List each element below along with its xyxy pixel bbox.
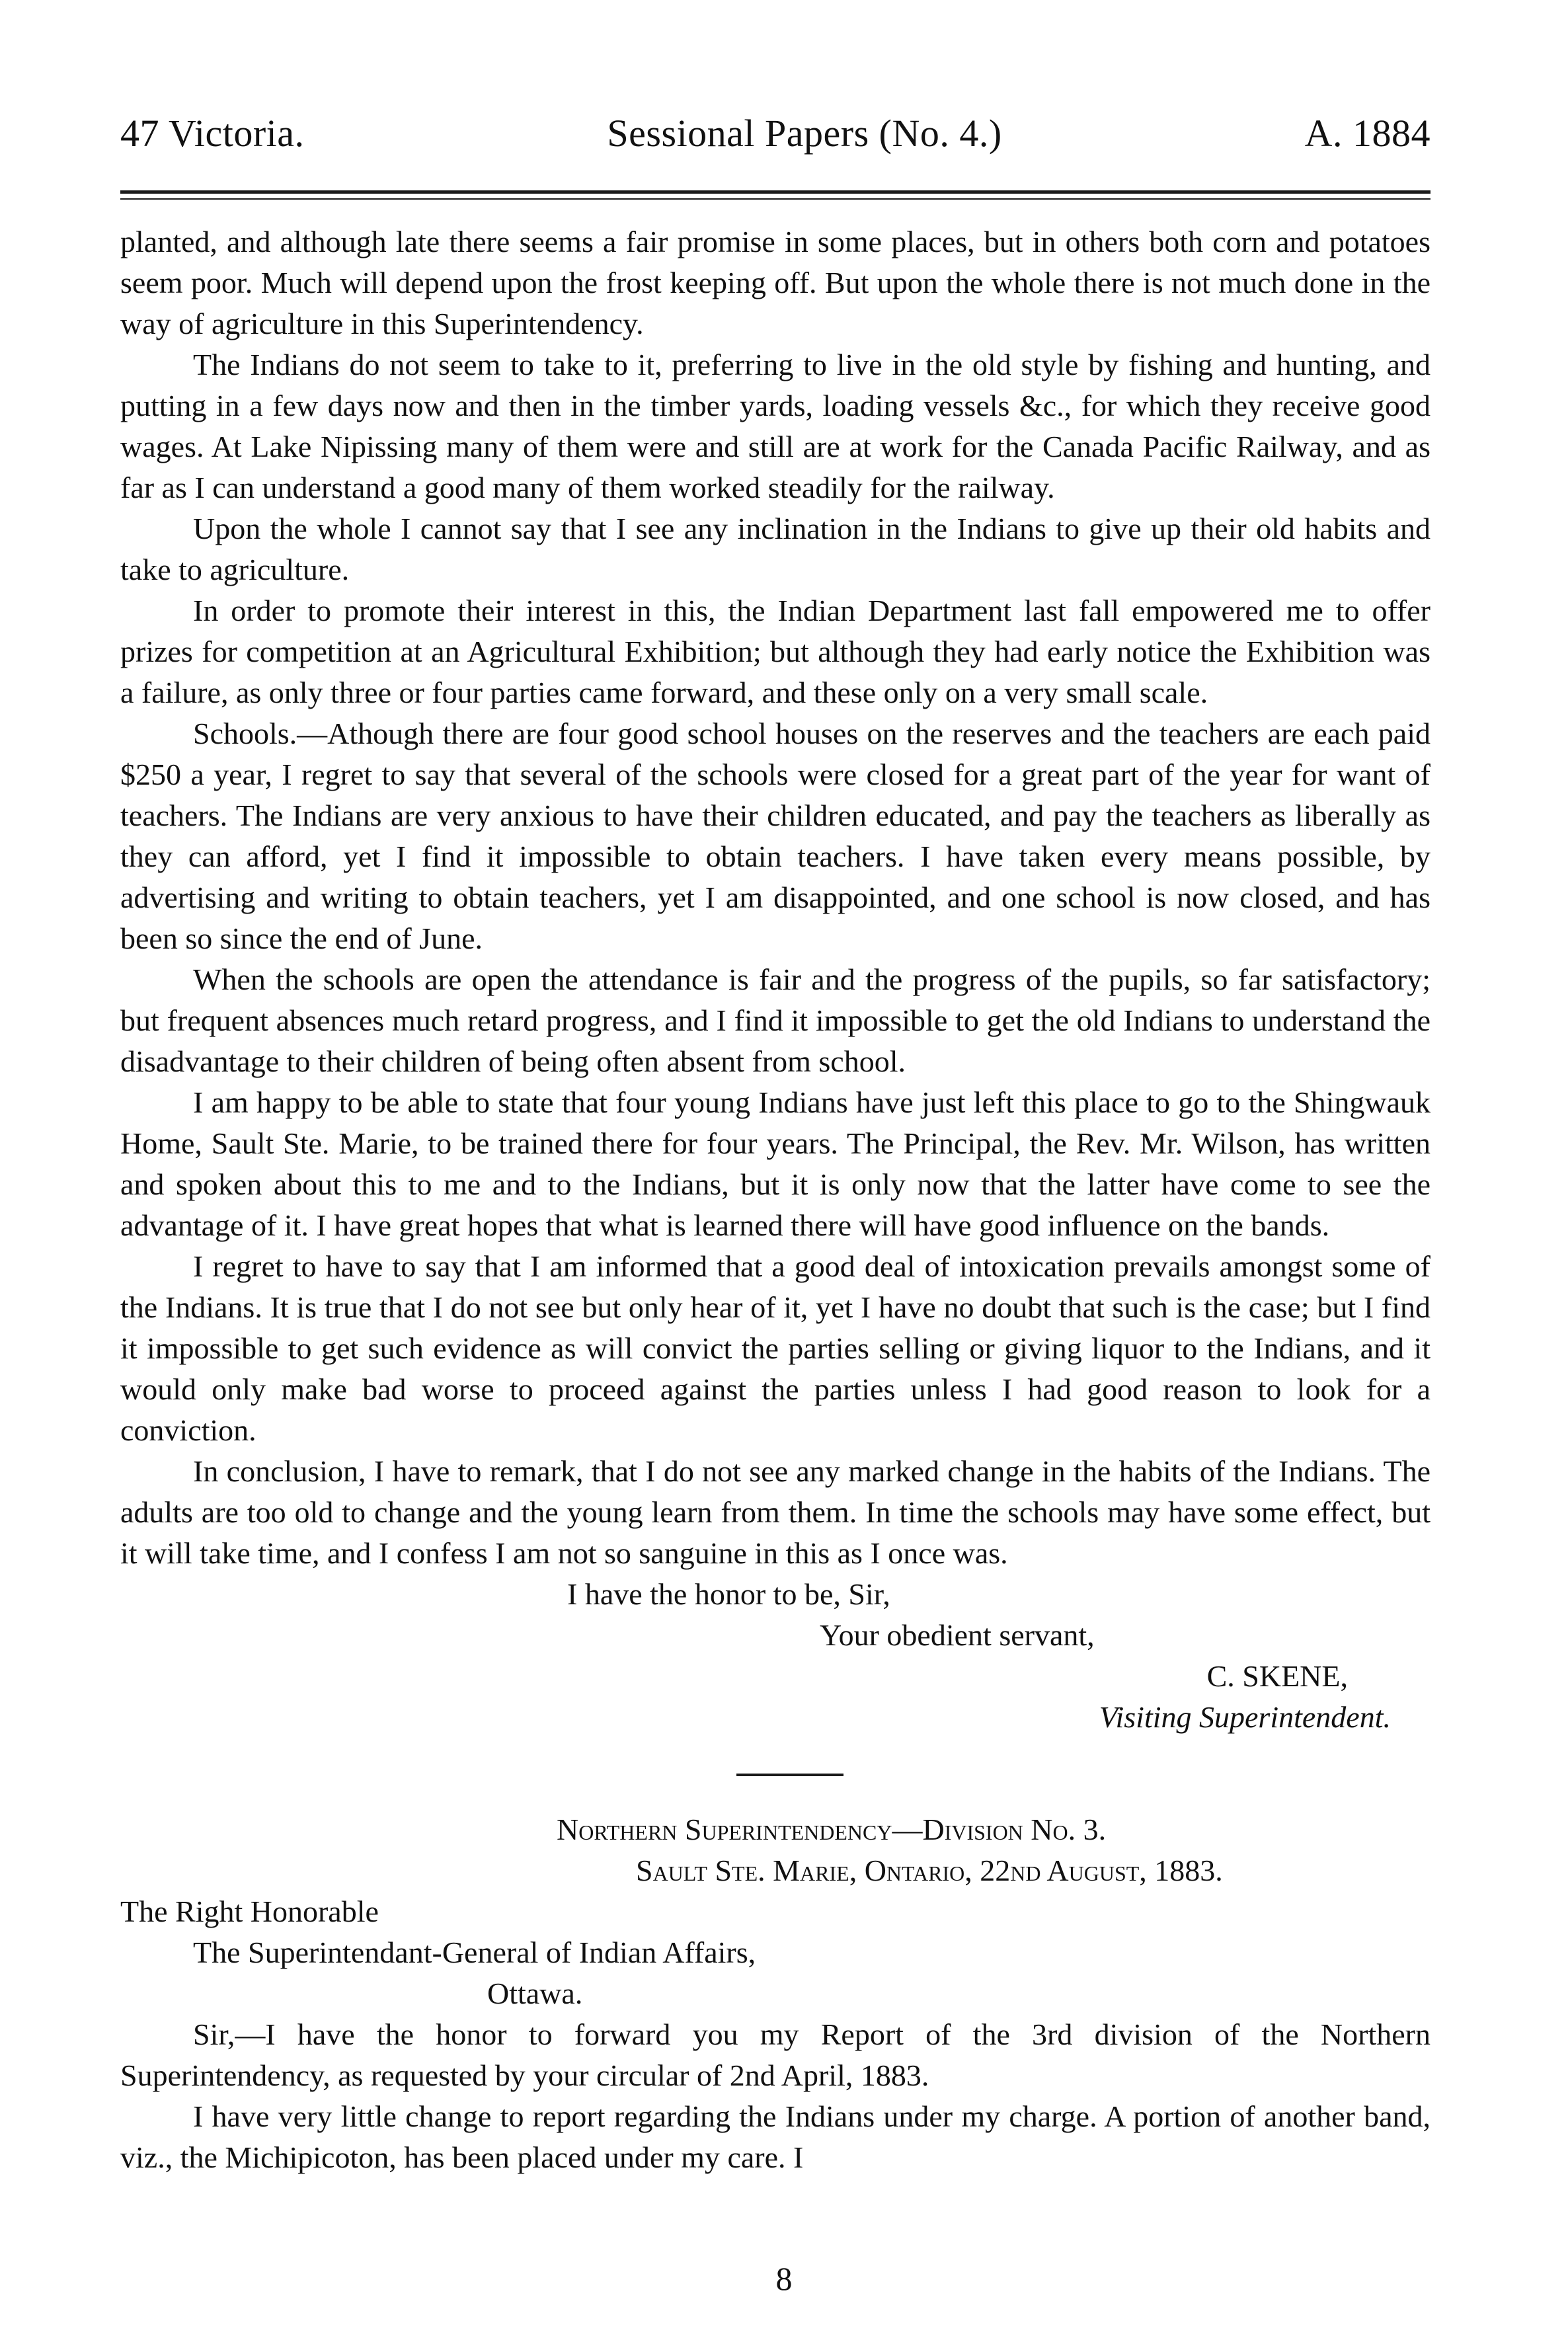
header-year: A. 1884 — [1304, 112, 1431, 155]
document-body — [120, 221, 1431, 2178]
addressee-line: Ottawa. — [487, 1976, 583, 2010]
paragraph: In conclusion, I have to remark, that I do not see any marked change in the habits of the Indians. The adults are too old to change and the young learn from them. In time the schools may have some effect, but it will take time, and I confess I am not so sanguine in this as I once was. — [120, 1454, 1431, 1570]
paragraph-schools: Schools.—Athough there are four good school houses on the reserves and the teachers are each paid $250 a year, I regret to say that several of the schools were closed for a great part of the year for want of teachers. The Indians are very anxious to have their children educated, and pay the teachers as liberally as they can afford, yet I find it impossible to obtain teachers. I have taken every means possible, by advertising and writing to obtain teachers, yet I am disappointed, and one school is now closed, and has been so since the end of June. — [120, 717, 1431, 955]
closing-line: Your obedient servant, — [820, 1618, 1095, 1652]
paragraph: When the schools are open the attendance is fair and the progress of the pupils, so far satisfactory; but frequent absences much retard progress, and I find it impossible to get the old Indians to understand the disadvantage to their children of being often absent from school. — [120, 962, 1431, 1078]
paragraph: I regret to have to say that I am informed that a good deal of intoxication prevails amongst some of the Indians. It is true that I do not see but only hear of it, yet I have no doubt that such is the case; but I find it impossible to get such evidence as will convict the parties selling or giving liquor to the Indians, and it would only make bad worse to proceed against the parties unless I had good reason to look for a conviction. — [120, 1249, 1431, 1447]
paragraph: The Indians do not seem to take to it, preferring to live in the old style by fishing and hunting, and putting in a few days now and then in the timber yards, loading vessels &c., for which they receive good wages. At Lake Nipissing many of them were and still are at work for the Canada Pacific Railway, and as far as I can understand a good many of them worked steadily for the railway. — [120, 348, 1431, 504]
letter-heading: Northern Superintendency—Division No. 3. — [557, 1813, 1107, 1846]
addressee-line: The Superintendant-General of Indian Affairs, — [193, 1935, 756, 1969]
paragraph: Upon the whole I cannot say that I see any inclination in the Indians to give up their old habits and take to agriculture. — [120, 512, 1431, 586]
header-title: Sessional Papers (No. 4.) — [607, 112, 1002, 155]
paragraph: I am happy to be able to state that four young Indians have just left this place to go to the Shingwauk Home, Sault Ste. Marie, to be trained there for four years. The Principal, the Rev. Mr. Wilson, has written and spoken about this to me and to the Indians, but it is only now that the latter have come to see the advantage of it. I have great hopes that what is learned there will have good influence on the bands. — [120, 1085, 1431, 1242]
page-number: 8 — [775, 2260, 793, 2297]
signature-name: C. SKENE, — [1206, 1659, 1348, 1693]
page-header — [120, 111, 1431, 159]
paragraph: In order to promote their interest in this, the Indian Department last fall empowered me to offer prizes for competition at an Agricultural Exhibition; but although they had early notice the Exhibition was a failure, as only three or four parties came forward, and these only on a very small scale. — [120, 594, 1431, 709]
closing-line: I have the honor to be, Sir, — [567, 1577, 890, 1611]
signature-title: Visiting Superintendent. — [1099, 1700, 1391, 1734]
salutation-paragraph: Sir,—I have the honor to forward you my Report of the 3rd division of the Northern Superintendency, as requested by your circular of 2nd April, 1883. — [120, 2017, 1431, 2092]
letter-place-date: Sault Ste. Marie, Ontario, 22nd August, 1883. — [636, 1854, 1223, 1887]
section-divider — [736, 1774, 843, 1776]
header-rule-thick — [120, 190, 1431, 194]
header-rule-thin — [120, 198, 1431, 200]
header-session: 47 Victoria. — [120, 112, 305, 155]
addressee-line: The Right Honorable — [120, 1895, 379, 1928]
paragraph: I have very little change to report regarding the Indians under my charge. A portion of another band, viz., the Michipicoton, has been placed under my care. I — [120, 2099, 1431, 2174]
paragraph: planted, and although late there seems a fair promise in some places, but in others both corn and potatoes seem poor. Much will depend upon the frost keeping off. But upon the whole there is not much done in the way of agriculture in this Superintendency. — [120, 225, 1431, 340]
